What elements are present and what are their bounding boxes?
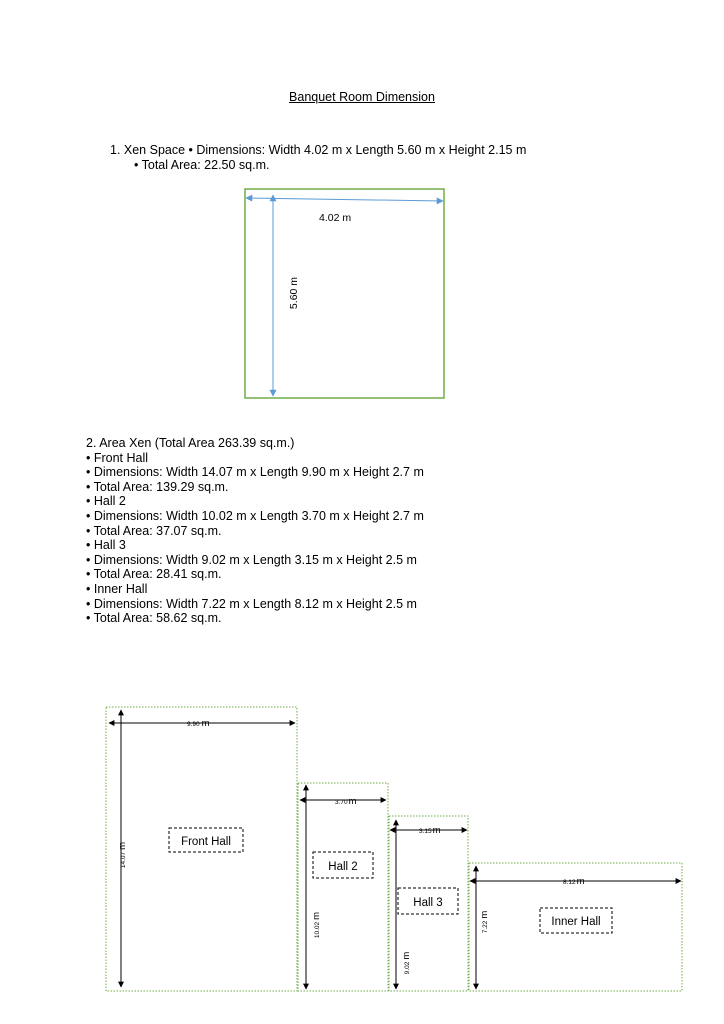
svg-text:9.90m [187,718,210,729]
front-hall-width-unit: m [117,841,128,850]
list-item: • Inner Hall [86,581,148,596]
list-item: • Total Area: 139.29 sq.m. [86,479,229,494]
xen-space-dimensions: 1. Xen Space • Dimensions: Width 4.02 m x Length 5.60 m x Height 2.15 m [110,143,527,157]
hall-2-label: Hall 2 [328,861,358,873]
page-title: Banquet Room Dimension [289,90,435,104]
xen-space-total-area: • Total Area: 22.50 sq.m. [134,158,270,172]
front-hall-length-value: 9.90 [187,721,200,728]
front-hall-width-value: 14.07 [120,851,127,869]
svg-text:14.07m [117,842,128,868]
width-arrow [246,198,443,201]
inner-hall-width-unit: m [479,910,490,919]
front-hall-length-unit: m [201,718,210,729]
hall-3-width-unit: m [401,951,412,960]
svg-text:10.02m [311,912,322,938]
svg-text:7.22m [479,911,490,934]
svg-text:8.12m [563,876,585,887]
svg-text:3.15m [419,825,441,836]
inner-hall-length-value: 8.12 [563,879,576,886]
list-item: 2. Area Xen (Total Area 263.39 sq.m.) [86,436,295,450]
front-hall-label: Front Hall [181,836,231,848]
list-item: • Dimensions: Width 14.07 m x Length 9.90 m x Height 2.7 m [86,465,424,480]
xen-space-diagram [245,189,444,398]
hall-2-outline [298,783,388,991]
list-item: • Hall 2 [86,494,126,509]
hall-3-label: Hall 3 [413,897,443,909]
hall-2-room [298,783,388,991]
xen-length-label: 5.60 m [288,276,300,310]
front-hall-outline [106,707,297,991]
list-item: • Front Hall [86,450,149,465]
list-item: • Hall 3 [86,538,126,553]
list-item: • Dimensions: Width 9.02 m x Length 3.15 m x Height 2.5 m [86,552,417,567]
inner-hall-label: Inner Hall [551,916,601,928]
list-item: • Dimensions: Width 7.22 m x Length 8.12 m x Height 2.5 m [86,596,417,611]
front-hall-room [106,707,297,991]
hall-3-room [389,816,468,991]
hall-3-length-unit: m [432,825,441,836]
list-item: • Total Area: 37.07 sq.m. [86,523,222,538]
list-item: • Dimensions: Width 10.02 m x Length 3.70 m x Height 2.7 m [86,508,424,523]
hall-2-length-unit: m [348,796,357,807]
list-item: • Total Area: 28.41 sq.m. [86,567,222,582]
svg-text:9.02m [401,952,412,975]
svg-text:3.70m [335,796,357,807]
hall-3-length-value: 3.15 [419,828,432,835]
inner-hall-length-unit: m [576,876,585,887]
xen-width-label: 4.02 m [319,212,352,224]
hall-3-width-value: 9.02 [404,961,411,975]
inner-hall-room [469,863,682,991]
inner-hall-width-value: 7.22 [482,920,489,934]
list-item: • Total Area: 58.62 sq.m. [86,611,222,626]
hall-2-width-unit: m [311,911,322,920]
hall-2-length-value: 3.70 [335,799,348,806]
hall-2-width-value: 10.02 [314,921,321,939]
